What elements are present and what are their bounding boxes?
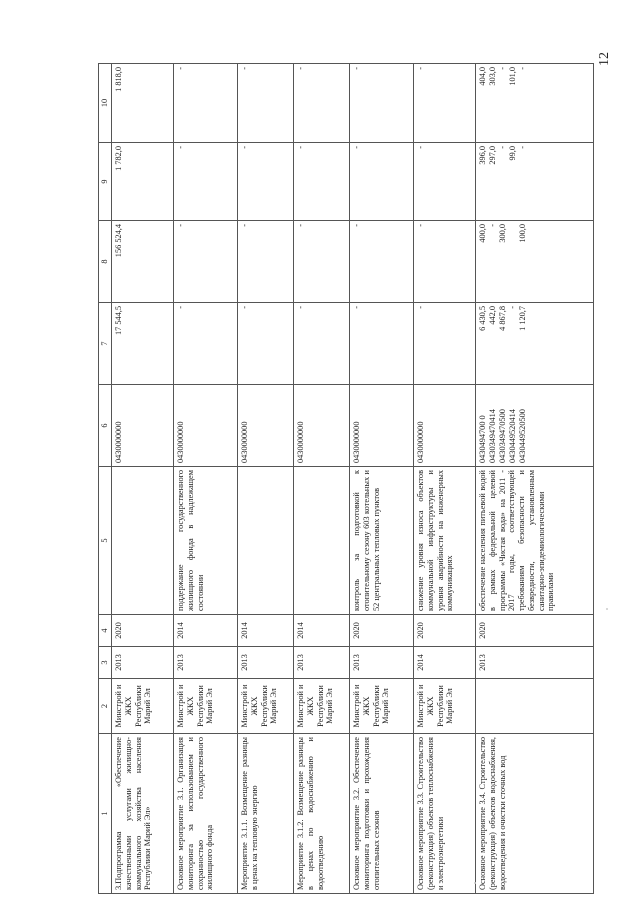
cell-line: - [296,224,305,227]
measure-name-cell: Мероприятие 3.1.2. Возмещение разницы в ценах по водоснабжению и водоотведению [294,734,350,894]
cell-line: 17 544,5 [114,306,123,336]
cell-line: - [352,224,361,227]
cell-line: - [176,306,185,309]
header-cell: 10 [99,64,112,143]
amount-cell [112,303,174,385]
program-table [98,63,594,894]
cell-line: 300,0 [498,224,507,243]
cell-line: - [416,146,425,149]
cell-line: 0430000000 [240,421,249,463]
cell-line: 400,0 [478,224,487,243]
end-year-cell: 2014 [174,615,238,647]
cell-line: 1 782,0 [114,146,123,171]
amount-cell [294,303,350,385]
cell-line: - [416,306,425,309]
landscape-sheet [98,64,628,894]
header-cell: 4 [99,615,112,647]
budget-code-cell [294,385,350,467]
end-year-cell: 2020 [476,615,594,647]
cell-line: 101,0 [508,67,517,86]
cell-line: 0430449520500 [518,409,527,463]
table-row [350,64,414,894]
measure-name-cell: Основное мероприятие 3.4. Строительство (реконструкция) объектов водоснабжения, водоотведения и очистки сточных вод [476,734,594,894]
cell-line: 99,0 [508,146,517,161]
cell-line: 6 430,5 [478,306,487,331]
cell-line: - [176,67,185,70]
expected-result-cell: поддержание государственного жилищного фонда в надлежащем состоянии [174,467,238,615]
cell-line: - [240,224,249,227]
amount-cell [350,143,414,221]
budget-code-cell [476,385,594,467]
expected-result-cell: снижение уровня износа объектов коммунальной инфраструктуры и уровня аварийности на инженерных коммуникациях [414,467,476,615]
cell-line: 0430000000 [416,421,425,463]
measure-name-cell: Основное мероприятие 3.1. Организация мониторинга за использованием и сохранностью государственного жилищного фонда [174,734,238,894]
header-cell: 1 [99,734,112,894]
executor-cell: Минстрой и ЖКХ Республики Марий Эл [414,679,476,734]
cell-line: - [518,146,527,149]
budget-code-cell [238,385,294,467]
expected-result-cell [294,467,350,615]
executor-cell: Минстрой и ЖКХ Республики Марий Эл [174,679,238,734]
cell-line: 1 120,7 [518,306,527,331]
table-row [112,64,174,894]
cell-line: 442,0 [488,306,497,325]
start-year-cell: 2013 [476,647,594,679]
cell-line: 303,0 [488,67,497,86]
budget-code-cell [414,385,476,467]
cell-line: 0430000000 [296,421,305,463]
executor-cell: Минстрой и ЖКХ Республики Марий Эл [350,679,414,734]
amount-cell [294,143,350,221]
amount-cell [112,64,174,143]
amount-cell [414,303,476,385]
measure-name-cell: 3.Подпрограмма «Обеспечение качественными услугами жилищно-коммунального хозяйства населения Республики Марий Эл» [112,734,174,894]
end-year-cell: 2020 [112,615,174,647]
cell-line: - [240,146,249,149]
start-year-cell: 2013 [238,647,294,679]
start-year-cell: 2013 [112,647,174,679]
cell-line: 0430349470414 [488,409,497,463]
cell-line: - [296,306,305,309]
amount-cell [350,64,414,143]
amount-cell [350,221,414,303]
cell-line: - [352,306,361,309]
amount-cell [294,221,350,303]
amount-cell [414,64,476,143]
start-year-cell: 2013 [294,647,350,679]
budget-code-cell [350,385,414,467]
cell-line: - [518,67,527,70]
end-year-cell: 2020 [350,615,414,647]
end-year-cell: 2020 [414,615,476,647]
executor-cell: Минстрой и ЖКХ Республики Марий Эл [294,679,350,734]
amount-cell [174,143,238,221]
cell-line: - [296,67,305,70]
cell-line: 100,0 [518,224,527,243]
cell-line: - [498,146,507,149]
cell-line: 0430494700 0 [478,415,487,463]
header-cell: 7 [99,303,112,385]
cell-line: - [176,146,185,149]
budget-code-cell [112,385,174,467]
amount-cell [350,303,414,385]
executor-cell: Минстрой и ЖКХ Республики Марий Эл [238,679,294,734]
header-cell: 5 [99,467,112,615]
cell-line: - [296,146,305,149]
header-cell: 6 [99,385,112,467]
expected-result-cell [238,467,294,615]
amount-cell [238,143,294,221]
cell-line: - [416,67,425,70]
table-row [414,64,476,894]
measure-name-cell: Основное мероприятие 3.3. Строительство (реконструкция) объектов теплоснабжения и электроэнергетики [414,734,476,894]
cell-line: - [508,306,517,309]
amount-cell [112,221,174,303]
end-year-cell: 2014 [238,615,294,647]
amount-cell [476,221,594,303]
cell-line: 0430000000 [176,421,185,463]
amount-cell [238,303,294,385]
cell-line: - [488,224,497,227]
table-row [294,64,350,894]
amount-cell [414,221,476,303]
amount-cell [476,64,594,143]
table-row [174,64,238,894]
table-row [476,64,594,894]
amount-cell [174,303,238,385]
budget-code-cell [174,385,238,467]
cell-line: - [352,146,361,149]
expected-result-cell: контроль за подготовкой к отопительному сезону 603 котельных и 52 центральных тепловых пунктов [350,467,414,615]
amount-cell [112,143,174,221]
expected-result-cell [112,467,174,615]
start-year-cell: 2013 [174,647,238,679]
cell-line: 156 524,4 [114,224,123,258]
cell-line: - [176,224,185,227]
table-row [238,64,294,894]
cell-line: 0430349470500 [498,409,507,463]
cell-line: 297,0 [488,146,497,165]
header-cell: 3 [99,647,112,679]
cell-line [508,224,518,299]
cell-line: - [352,67,361,70]
cell-line: 0430000000 [352,421,361,463]
page-number: 12 [597,52,612,66]
amount-cell [476,143,594,221]
header-cell: 9 [99,143,112,221]
cell-line: 396,0 [478,146,487,165]
amount-cell [238,64,294,143]
cell-line: 404,0 [478,67,487,86]
cell-line: 0430449520414 [508,409,517,463]
measure-name-cell: Мероприятие 3.1.1. Возмещение разницы в ценах на тепловую энергию [238,734,294,894]
cell-line: 0430000000 [114,421,123,463]
cell-line: 1 818,0 [114,67,123,92]
start-year-cell: 2014 [414,647,476,679]
header-cell: 8 [99,221,112,303]
expected-result-cell: обеспечение населения питьевой водой в рамках федеральной целевой программы «Чистая вода» на 2011 - 2017 годы, соответствующей требованиям безопасности и безвредности, установленным санитарно-эпидемиологическими правилами [476,467,594,615]
amount-cell [174,64,238,143]
amount-cell [174,221,238,303]
end-year-cell: 2014 [294,615,350,647]
cell-line: 4 867,8 [498,306,507,331]
cell-line: - [416,224,425,227]
header-cell: 2 [99,679,112,734]
amount-cell [414,143,476,221]
header-row [99,64,112,894]
cell-line: - [240,306,249,309]
executor-cell: Минстрой и ЖКХ Республики Марий Эл [112,679,174,734]
measure-name-cell: Основное мероприятие 3.2. Обеспечение мониторинга подготовки и прохождения отопительных сезонов [350,734,414,894]
amount-cell [476,303,594,385]
amount-cell [294,64,350,143]
cell-line: - [498,67,507,70]
amount-cell [238,221,294,303]
cell-line: - [240,67,249,70]
executor-cell [476,679,594,734]
start-year-cell: 2013 [350,647,414,679]
